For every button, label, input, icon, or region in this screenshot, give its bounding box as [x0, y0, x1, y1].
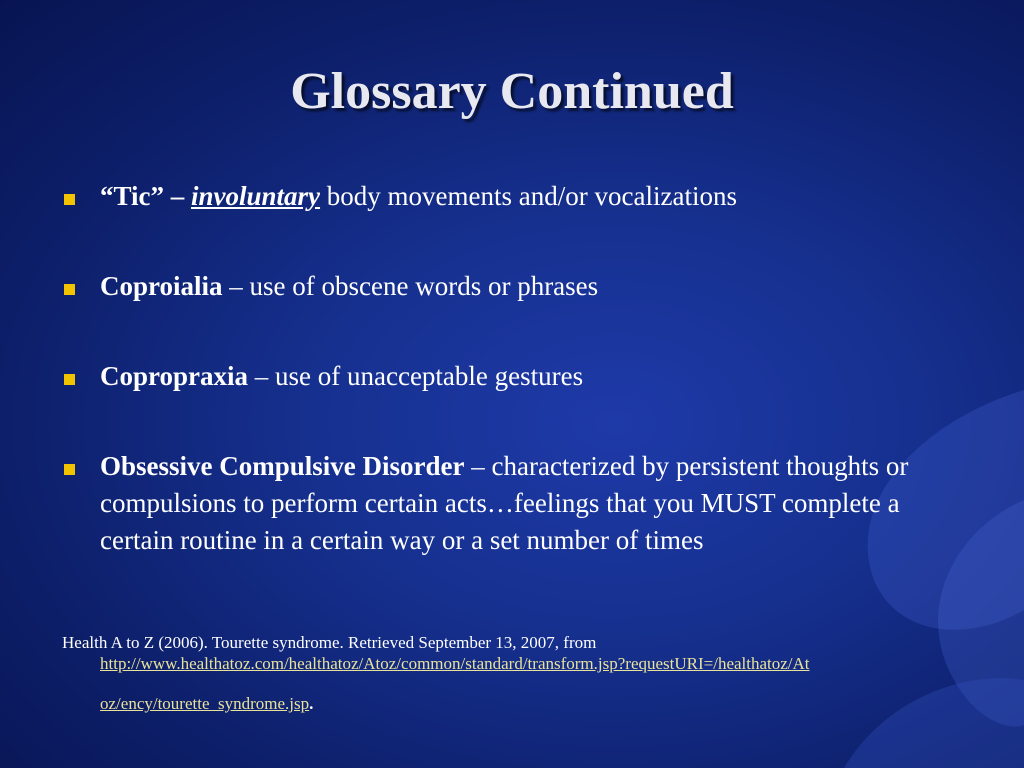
glossary-definition: body movements and/or vocalizations [320, 181, 737, 211]
reference-link-block [62, 653, 962, 714]
reference-link-part1[interactable]: http://www.healthatoz.com/healthatoz/Atoz/common/standard/transform.jsp?requestURI=/healthatoz/At [100, 654, 810, 673]
glossary-term: Copropraxia [100, 361, 249, 391]
glossary-definition: – use of obscene words or phrases [222, 271, 599, 301]
glossary-item-ocd [62, 448, 962, 559]
glossary-definition: – use of unacceptable gestures [248, 361, 584, 391]
glossary-list [62, 178, 962, 559]
reference-link-part2[interactable]: oz/ency/tourette_syndrome.jsp [100, 694, 310, 713]
bullet-square-icon [64, 464, 75, 475]
glossary-definition: – characterized by persistent thoughts or compulsions to perform certain acts…feelings that you MUST complete a certain routine in a certain way or a set number of times [100, 451, 909, 555]
reference-link-line2 [100, 693, 962, 714]
glossary-term: Obsessive Compulsive Disorder [100, 451, 465, 481]
reference-trailing-period: . [309, 694, 314, 713]
bullet-square-icon [64, 374, 75, 385]
glossary-term-emphasis: involuntary [191, 181, 321, 211]
glossary-item-copropraxia [62, 358, 962, 395]
bullet-square-icon [64, 194, 75, 205]
reference-text: Health A to Z (2006). Tourette syndrome. Retrieved September 13, 2007, from [62, 633, 597, 652]
glossary-term: “Tic” – [100, 181, 192, 211]
slide-title: Glossary Continued [290, 63, 734, 120]
bullet-square-icon [64, 284, 75, 295]
glossary-item-coproialia [62, 268, 962, 305]
glossary-item-tic [62, 178, 962, 215]
reference-citation [62, 632, 962, 714]
glossary-term: Coproialia [100, 271, 223, 301]
